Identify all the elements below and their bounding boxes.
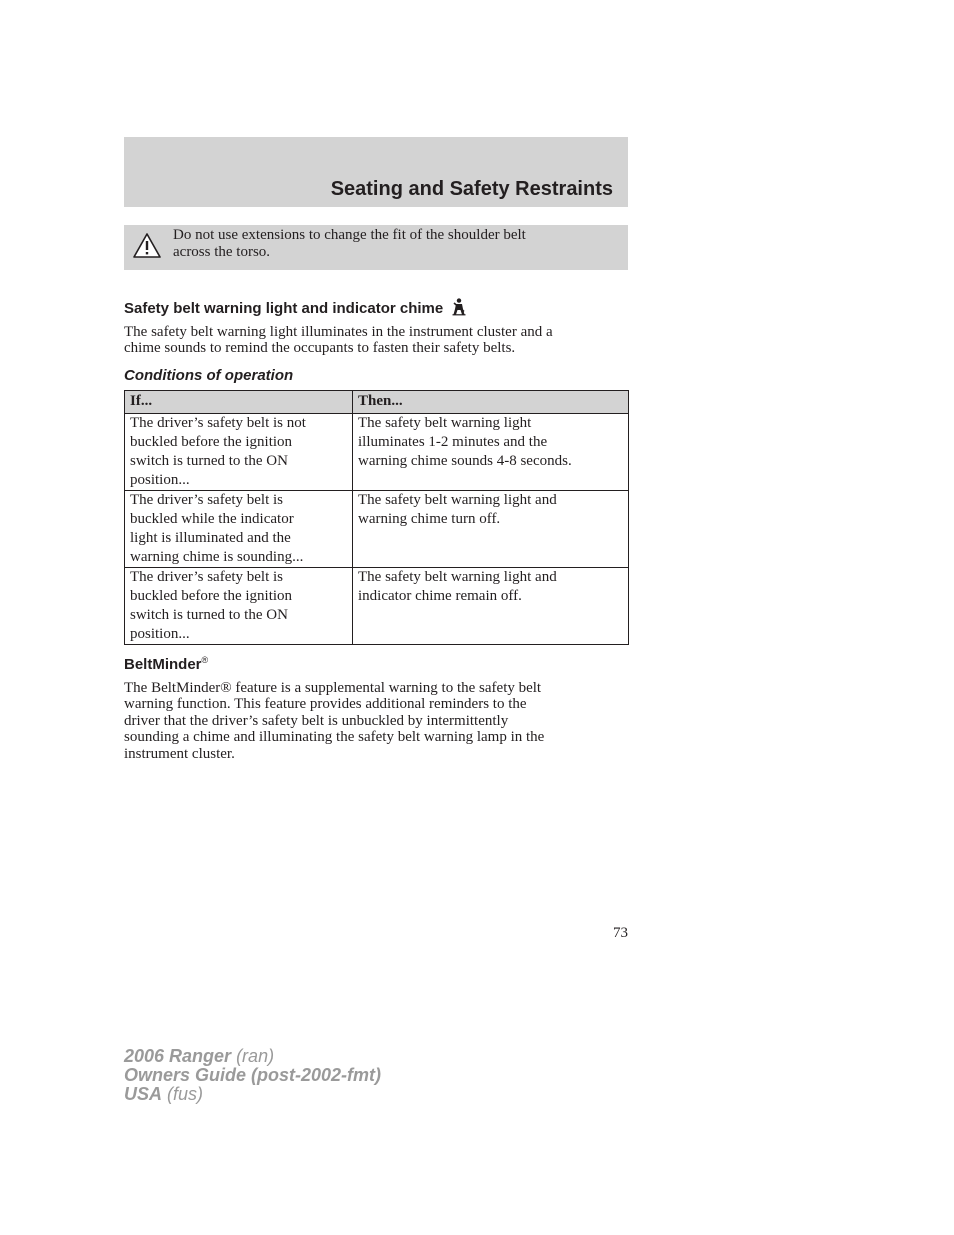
table-row — [125, 568, 629, 645]
footer-line — [124, 1066, 381, 1085]
paragraph-line: The safety belt warning light illuminates in the instrument cluster and a — [124, 324, 553, 340]
footer-market: USA — [124, 1084, 163, 1104]
paragraph-line: driver that the driver’s safety belt is unbuckled by intermittently — [124, 712, 509, 729]
cell-line: position... — [130, 626, 190, 642]
beltminder-heading-text: BeltMinder — [124, 656, 202, 673]
cell-line: switch is turned to the ON — [130, 607, 288, 623]
section-header-band — [124, 137, 628, 207]
cell-line: position... — [130, 472, 190, 488]
registered-mark: ® — [201, 655, 209, 665]
paragraph-line: instrument cluster. — [124, 745, 235, 762]
conditions-table — [124, 390, 629, 645]
safety-belt-warning-heading-text: Safety belt warning light and indicator chime — [124, 300, 444, 317]
paragraph-line: warning function. This feature provides additional reminders to the — [124, 696, 527, 713]
cell-line: warning chime turn off. — [358, 511, 501, 527]
cell-line: The driver’s safety belt is not — [130, 415, 306, 431]
cell-line: The safety belt warning light and — [358, 492, 557, 508]
cell-line: The driver’s safety belt is — [130, 569, 284, 585]
document-footer — [124, 1047, 381, 1104]
cell-line: The safety belt warning light — [358, 415, 532, 431]
then-cell — [353, 491, 629, 568]
page-number: 73 — [613, 925, 628, 941]
warning-triangle-icon — [132, 232, 162, 259]
beltminder-heading — [124, 655, 208, 673]
footer-line — [124, 1085, 381, 1104]
warning-text-line: Do not use extensions to change the fit of the shoulder belt — [173, 227, 526, 243]
paragraph-line: sounding a chime and illuminating the safety belt warning lamp in the — [124, 729, 545, 746]
cell-line: warning chime sounds 4-8 seconds. — [358, 453, 572, 469]
safety-belt-warning-heading — [124, 298, 467, 317]
conditions-heading: Conditions of operation — [124, 367, 294, 384]
cell-line: switch is turned to the ON — [130, 453, 288, 469]
warning-text-line: across the torso. — [173, 244, 271, 260]
cell-line: buckled before the ignition — [130, 588, 293, 604]
seatbelt-icon — [451, 298, 467, 316]
table-row — [125, 414, 629, 491]
if-cell — [125, 491, 353, 568]
beltminder-paragraph — [124, 680, 628, 762]
footer-model-code: (ran) — [231, 1046, 275, 1066]
cell-line: The driver’s safety belt is — [130, 492, 284, 508]
cell-line: illuminates 1-2 minutes and the — [358, 434, 548, 450]
if-cell — [125, 568, 353, 645]
warning-box — [124, 225, 628, 270]
column-header-then: Then... — [353, 391, 629, 414]
cell-line: buckled before the ignition — [130, 434, 293, 450]
table-row — [125, 491, 629, 568]
cell-line: indicator chime remain off. — [358, 588, 522, 604]
cell-line: buckled while the indicator — [130, 511, 294, 527]
then-cell — [353, 568, 629, 645]
footer-line — [124, 1047, 381, 1066]
paragraph-line: chime sounds to remind the occupants to fasten their safety belts. — [124, 340, 516, 357]
footer-model: 2006 Ranger — [124, 1046, 232, 1066]
column-header-if: If... — [125, 391, 353, 414]
warning-text — [173, 227, 613, 261]
then-cell — [353, 414, 629, 491]
footer-guide: Owners Guide (post-2002-fmt) — [124, 1065, 382, 1085]
safety-belt-paragraph — [124, 324, 628, 357]
paragraph-line: The BeltMinder® feature is a supplemental warning to the safety belt — [124, 680, 542, 696]
footer-market-code: (fus) — [162, 1084, 204, 1104]
if-cell — [125, 414, 353, 491]
cell-line: warning chime is sounding... — [130, 549, 304, 565]
table-header-row — [125, 391, 629, 414]
cell-line: light is illuminated and the — [130, 530, 291, 546]
cell-line: The safety belt warning light and — [358, 569, 557, 585]
section-title: Seating and Safety Restraints — [330, 178, 613, 200]
